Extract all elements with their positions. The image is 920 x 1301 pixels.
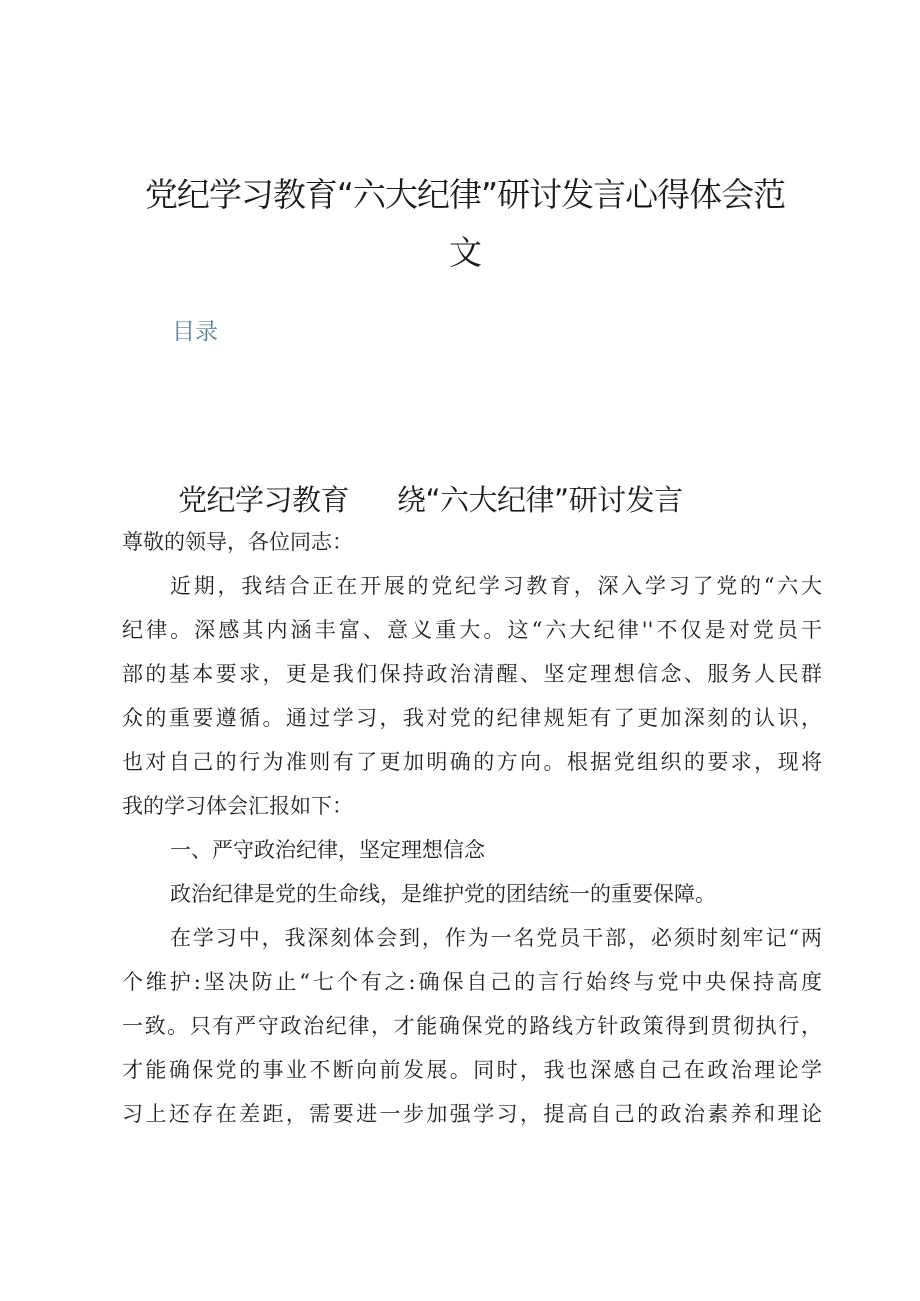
salutation-line: 尊敬的领导，各位同志： bbox=[122, 530, 353, 554]
body-line: 习上还存在差距，需要进一步加强学习，提高自己的政治素养和理论 bbox=[122, 1102, 822, 1126]
section-heading-part-1: 党纪学习教育 bbox=[178, 483, 350, 517]
toc-link[interactable]: 目录 bbox=[172, 319, 218, 345]
document-body bbox=[122, 520, 822, 1136]
body-line: 一致。只有严守政治纪律，才能确保党的路线方针政策得到贯彻执行， bbox=[122, 1014, 822, 1038]
subsection-heading: 一、严守政治纪律，坚定理想信念 bbox=[170, 838, 485, 862]
document-title-line-1: 党纪学习教育“六大纪律”研讨发言心得体会范 bbox=[144, 175, 786, 214]
body-line: 纪律。深感其内涵丰富、意义重大。这“六大纪律''不仅是对党员干 bbox=[122, 618, 822, 642]
body-line: 我的学习体会汇报如下： bbox=[122, 794, 353, 818]
section-heading-part-2: 绕“六大纪律”研讨发言 bbox=[397, 483, 683, 517]
document-title-line-2: 文 bbox=[449, 233, 481, 272]
body-line: 才能确保党的事业不断向前发展。同时，我也深感自己在政治理论学 bbox=[122, 1058, 822, 1082]
section-heading bbox=[178, 478, 798, 519]
body-line: 个维护:坚决防止“七个有之:确保自己的言行始终与党中央保持高度 bbox=[122, 970, 822, 994]
body-line: 近期，我结合正在开展的党纪学习教育，深入学习了党的“六大 bbox=[170, 574, 822, 598]
body-line: 在学习中，我深刻体会到，作为一名党员干部，必须时刻牢记“两 bbox=[170, 926, 822, 950]
document-title bbox=[120, 166, 810, 282]
body-line: 也对自己的行为准则有了更加明确的方向。根据党组织的要求，现将 bbox=[122, 750, 822, 774]
body-line: 部的基本要求，更是我们保持政治清醒、坚定理想信念、服务人民群 bbox=[122, 662, 822, 686]
body-line: 众的重要遵循。通过学习，我对党的纪律规矩有了更加深刻的认识， bbox=[122, 706, 822, 730]
body-line: 政治纪律是党的生命线，是维护党的团结统一的重要保障。 bbox=[170, 882, 716, 906]
